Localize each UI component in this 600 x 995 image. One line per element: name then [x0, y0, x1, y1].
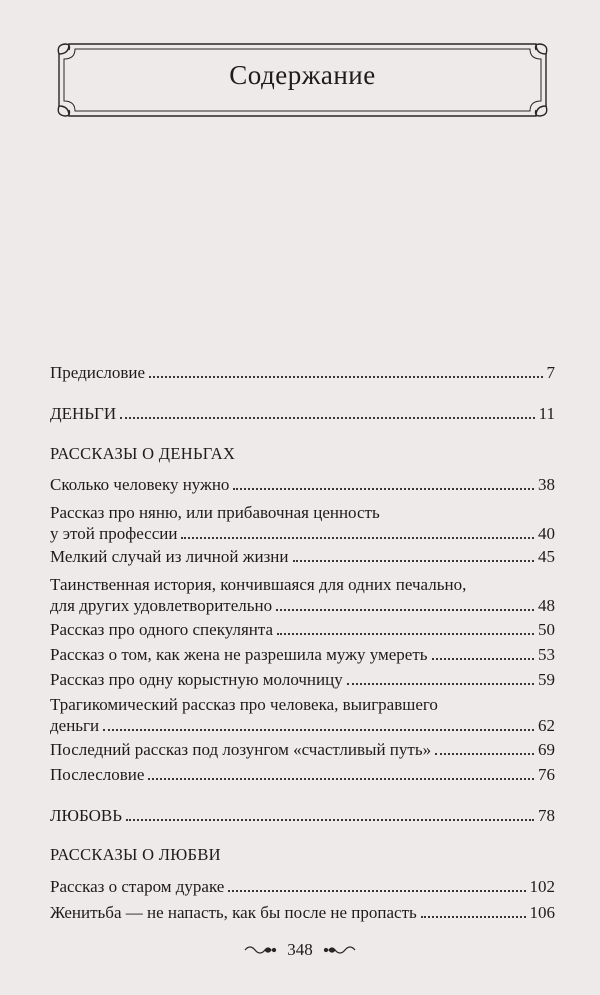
toc-entry-label: Последний рассказ под лозунгом «счастливый путь» [50, 740, 432, 759]
toc-entry-page: 45 [538, 547, 555, 566]
dot-leader [228, 890, 525, 892]
toc-entry-page: 48 [538, 596, 555, 615]
title-frame [55, 40, 550, 120]
toc-entry-label: Предисловие [50, 363, 146, 382]
toc-entry-speculator[interactable] [50, 619, 555, 640]
page-title: Содержание [229, 60, 376, 90]
toc-entry-page: 78 [538, 806, 555, 825]
toc-entry-page: 76 [538, 765, 555, 784]
toc-entry-page: 11 [538, 404, 555, 423]
toc-entry-label: Рассказ о старом дураке [50, 877, 225, 896]
dot-leader [432, 658, 534, 660]
toc-entry-tragicomic[interactable] [50, 694, 555, 736]
toc-entry-love[interactable] [50, 805, 555, 826]
section-heading-love-stories: РАССКАЗЫ О ЛЮБВИ [50, 845, 221, 864]
toc-entry-label: Рассказ о том, как жена не разрешила мужу умереть [50, 645, 428, 664]
toc-entry-label-line1: Рассказ про няню, или прибавочная ценность [50, 503, 380, 522]
dot-leader [276, 609, 534, 611]
toc-entry-page: 53 [538, 645, 555, 664]
toc-entry-label: для других удовлетворительно [50, 596, 273, 615]
toc-entry-nanny[interactable] [50, 502, 555, 544]
dot-leader [347, 683, 534, 685]
toc-entry-label-line1: Трагикомический рассказ про человека, выигравшего [50, 695, 438, 714]
page-number: 348 [287, 940, 313, 959]
toc-entry-mysterious-story[interactable] [50, 574, 555, 616]
toc-entry-label: Рассказ про одного спекулянта [50, 620, 274, 639]
toc-entry-page: 7 [546, 363, 555, 382]
toc-entry-label: Мелкий случай из личной жизни [50, 547, 289, 566]
toc-entry-last-story[interactable] [50, 739, 555, 760]
toc-entry-marriage[interactable] [50, 902, 555, 923]
toc-entry-label-line1: Таинственная история, кончившаяся для одних печально, [50, 575, 467, 594]
toc-entry-milkmaid[interactable] [50, 669, 555, 690]
ornament-left-icon [243, 943, 277, 957]
toc-entry-page: 50 [538, 620, 555, 639]
toc-entry-page: 40 [538, 524, 555, 543]
toc-entry-label: ДЕНЬГИ [50, 404, 117, 423]
toc-entry-label: Женитьба — не напасть, как бы после не пропасть [50, 903, 417, 922]
dot-leader [126, 819, 534, 821]
dot-leader [149, 376, 542, 378]
toc-entry-minor-case[interactable] [50, 546, 555, 567]
section-heading-money-stories: РАССКАЗЫ О ДЕНЬГАХ [50, 444, 236, 463]
toc-entry-preface[interactable] [50, 362, 555, 383]
toc-entry-label: у этой профессии [50, 524, 178, 543]
ornament-right-icon [323, 943, 357, 957]
dot-leader [421, 916, 526, 918]
toc-entry-label: Сколько человеку нужно [50, 475, 230, 494]
page-footer [0, 940, 600, 960]
toc-entry-page: 69 [538, 740, 555, 759]
dot-leader [103, 729, 534, 731]
toc-entry-label: Рассказ про одну корыстную молочницу [50, 670, 343, 689]
toc-entry-old-fool[interactable] [50, 876, 555, 897]
toc-entry-page: 59 [538, 670, 555, 689]
dot-leader [148, 778, 534, 780]
toc-entry-label: ЛЮБОВЬ [50, 806, 123, 825]
toc-entry-wife[interactable] [50, 644, 555, 665]
toc-entry-label: Послесловие [50, 765, 145, 784]
dot-leader [120, 417, 535, 419]
dot-leader [233, 488, 534, 490]
toc-entry-page: 106 [529, 903, 555, 922]
toc-entry-label: деньги [50, 716, 100, 735]
toc-entry-page: 102 [529, 877, 555, 896]
dot-leader [293, 560, 535, 562]
toc-entry-afterword[interactable] [50, 764, 555, 785]
toc-entry-page: 38 [538, 475, 555, 494]
toc-entry-how-much[interactable] [50, 474, 555, 495]
toc-entry-page: 62 [538, 716, 555, 735]
dot-leader [277, 633, 534, 635]
dot-leader [435, 753, 534, 755]
dot-leader [181, 537, 534, 539]
toc-entry-money[interactable] [50, 403, 555, 424]
